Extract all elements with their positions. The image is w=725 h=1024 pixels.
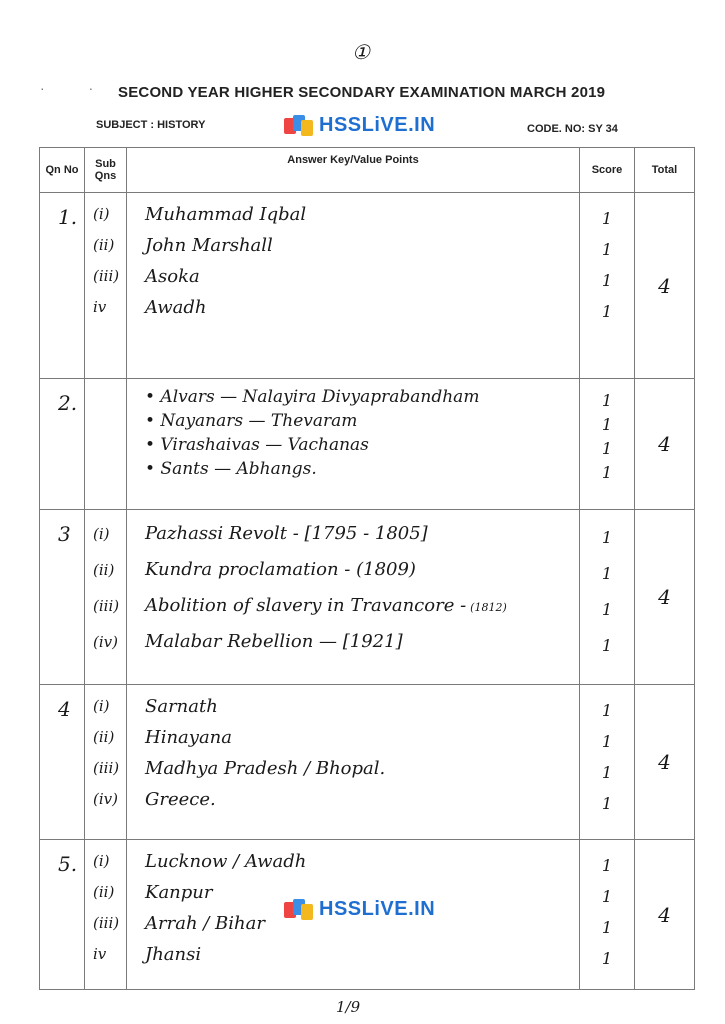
answer-line: Awadh <box>145 297 207 318</box>
answer-line: John Marshall <box>145 235 273 256</box>
answer-line: • Alvars — Nalayira Divyaprabandham <box>145 387 480 407</box>
score-value: 1 <box>601 856 613 875</box>
answer-line: • Virashaivas — Vachanas <box>145 435 369 455</box>
sub-question: (ii) <box>93 561 115 579</box>
sub-question: (ii) <box>93 883 115 901</box>
answer-line: Madhya Pradesh / Bhopal. <box>145 758 386 779</box>
hsslive-logo <box>284 114 435 137</box>
header-qn-no: Qn No <box>40 148 85 193</box>
score-value: 1 <box>601 732 613 751</box>
page-number-bottom: 1/9 <box>336 998 361 1016</box>
answer-line: Pazhassi Revolt - [1795 - 1805] <box>145 523 428 544</box>
sub-question: (i) <box>93 697 110 715</box>
score-value: 1 <box>601 763 613 782</box>
sub-questions <box>85 379 127 510</box>
table-row <box>40 510 695 685</box>
score-value: 1 <box>601 439 613 458</box>
sub-questions <box>85 840 127 990</box>
sub-question: (iii) <box>93 597 120 615</box>
score-value: 1 <box>601 564 613 583</box>
score-value: 1 <box>601 949 613 968</box>
sub-question: (ii) <box>93 728 115 746</box>
score-value: 1 <box>601 918 613 937</box>
total-value: 4 <box>635 379 695 510</box>
table-header-row <box>40 148 695 193</box>
sub-question: iv <box>93 298 107 316</box>
total-value: 4 <box>635 840 695 990</box>
sub-question: (iii) <box>93 759 120 777</box>
answer-line: Muhammad Iqbal <box>145 204 307 225</box>
answer-lines <box>127 193 580 379</box>
score-value: 1 <box>601 463 613 482</box>
sub-question: (i) <box>93 205 110 223</box>
sub-question: (iii) <box>93 267 120 285</box>
answer-line: Hinayana <box>145 727 233 748</box>
score-value: 1 <box>601 636 613 655</box>
score-value: 1 <box>601 528 613 547</box>
question-number: 5. <box>40 840 85 990</box>
score-value: 1 <box>601 240 613 259</box>
scores <box>580 685 635 840</box>
sub-question: (iv) <box>93 633 118 651</box>
total-value: 4 <box>635 510 695 685</box>
header-score: Score <box>580 148 635 193</box>
logo-text: HSSLiVE.IN <box>319 898 436 920</box>
score-value: 1 <box>601 415 613 434</box>
answer-lines <box>127 685 580 840</box>
score-value: 1 <box>601 701 613 720</box>
hsslive-logo-bottom <box>284 898 435 921</box>
books-icon <box>284 115 314 137</box>
answer-lines <box>127 510 580 685</box>
answer-line-text: Abolition of slavery in Travancore - <box>145 595 467 616</box>
table-row <box>40 685 695 840</box>
answer-line <box>145 588 579 624</box>
exam-title: SECOND YEAR HIGHER SECONDARY EXAMINATION MARCH 2019 <box>118 84 606 101</box>
total-value: 4 <box>635 193 695 379</box>
score-value: 1 <box>601 887 613 906</box>
header-total: Total <box>635 148 695 193</box>
answer-line: Malabar Rebellion — [1921] <box>145 631 403 652</box>
scores <box>580 193 635 379</box>
answer-line: Asoka <box>145 266 200 287</box>
score-value: 1 <box>601 271 613 290</box>
score-value: 1 <box>601 302 613 321</box>
table-row <box>40 193 695 379</box>
question-number: 4 <box>40 685 85 840</box>
sub-questions <box>85 685 127 840</box>
subject-label: SUBJECT : HISTORY <box>96 119 206 131</box>
table-row <box>40 379 695 510</box>
books-icon <box>284 899 314 921</box>
sub-question <box>93 478 126 509</box>
answer-line: Lucknow / Awadh <box>145 851 307 872</box>
total-value: 4 <box>635 685 695 840</box>
sub-question <box>93 416 126 447</box>
sub-question: (ii) <box>93 236 115 254</box>
scan-dots: · · <box>40 80 114 96</box>
sub-question: (i) <box>93 852 110 870</box>
score-value: 1 <box>601 209 613 228</box>
code-number: CODE. NO: SY 34 <box>527 123 618 135</box>
answer-line: • Nayanars — Thevaram <box>145 411 358 431</box>
answer-line: • Sants — Abhangs. <box>145 459 317 479</box>
score-value: 1 <box>601 391 613 410</box>
score-value: 1 <box>601 794 613 813</box>
sub-question: (i) <box>93 525 110 543</box>
header-sub-qns: Sub Qns <box>85 148 127 193</box>
answer-line: Kanpur <box>145 882 213 903</box>
page-number-top: ① <box>352 40 370 64</box>
sub-question: (iv) <box>93 790 118 808</box>
answer-lines <box>127 379 580 510</box>
sub-question <box>93 447 126 478</box>
sub-question: (iii) <box>93 914 120 932</box>
question-number: 1. <box>40 193 85 379</box>
answer-key-table <box>39 147 695 990</box>
score-value: 1 <box>601 600 613 619</box>
sub-question: iv <box>93 945 107 963</box>
scores <box>580 379 635 510</box>
scores <box>580 840 635 990</box>
question-number: 3 <box>40 510 85 685</box>
sub-questions <box>85 510 127 685</box>
header-answer-key: Answer Key/Value Points <box>127 148 580 193</box>
answer-note: (1812) <box>470 601 507 614</box>
scores <box>580 510 635 685</box>
question-number: 2. <box>40 379 85 510</box>
answer-line: Arrah / Bihar <box>145 913 265 934</box>
sub-questions <box>85 193 127 379</box>
sub-question <box>93 385 126 416</box>
answer-line: Jhansi <box>145 944 202 965</box>
answer-line: Greece. <box>145 789 216 810</box>
logo-text: HSSLiVE.IN <box>319 114 436 136</box>
answer-line: Kundra proclamation - (1809) <box>145 559 416 580</box>
answer-line: Sarnath <box>145 696 218 717</box>
